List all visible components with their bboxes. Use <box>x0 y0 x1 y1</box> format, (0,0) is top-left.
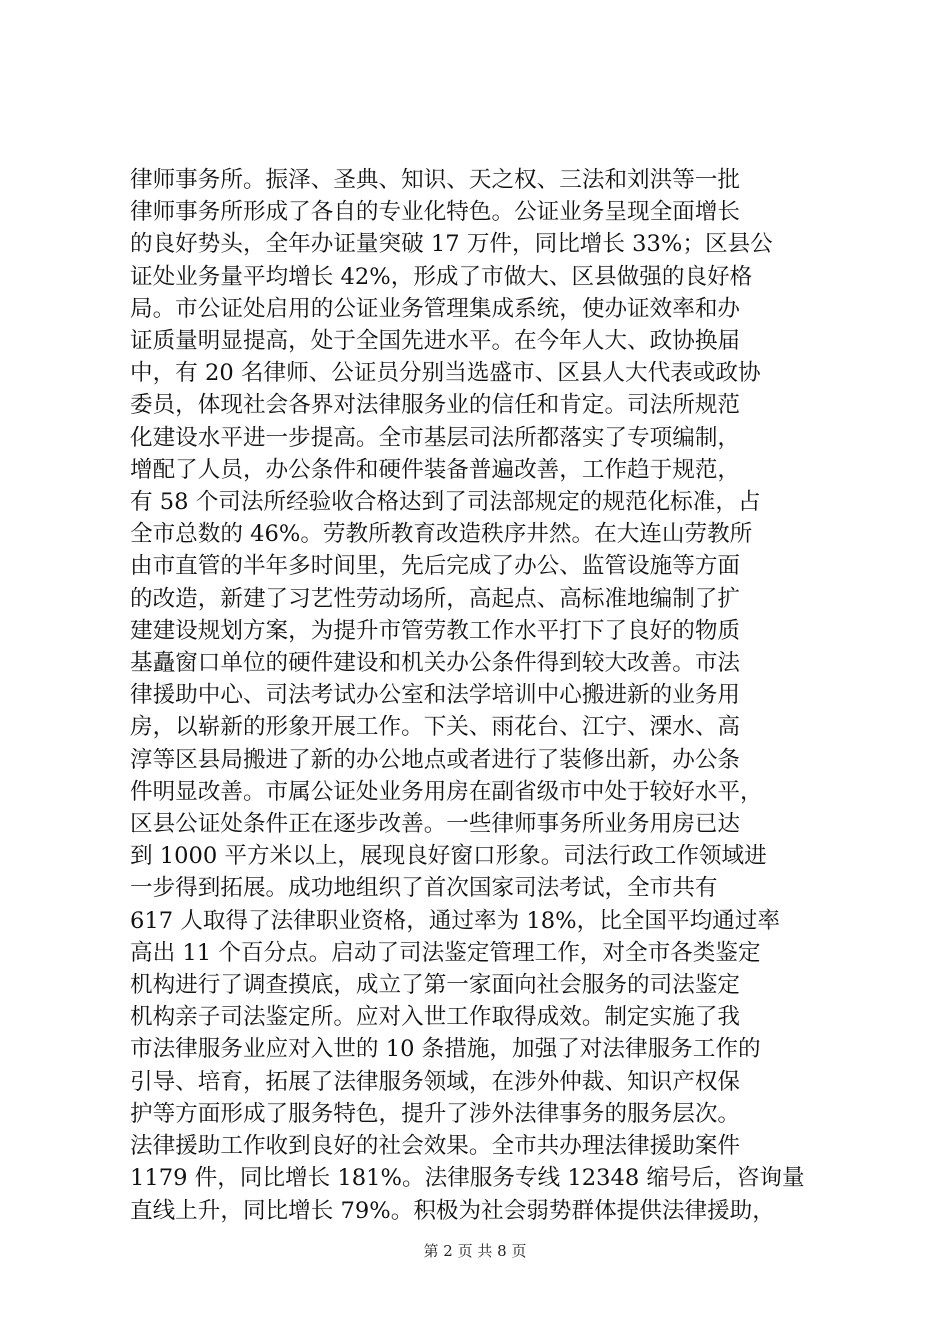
body-paragraph <box>130 164 840 1227</box>
text-line: 到 1000 平方米以上，展现良好窗口形象。司法行政工作领域进 <box>130 843 767 870</box>
text-line: 1179 件，同比增长 181%。法律服务专线 12348 缩号后，咨询量 <box>130 1165 805 1192</box>
page-number: 第 2 页 共 8 页 <box>423 1242 527 1260</box>
text-line: 引导、培育，拓展了法律服务领域，在涉外仲裁、知识产权保 <box>130 1068 741 1095</box>
text-line: 律师事务所。振泽、圣典、知识、天之权、三法和刘洪等一批 <box>130 167 741 193</box>
text-line: 的改造，新建了习艺性劳动场所，高起点、高标准地编制了扩 <box>130 585 741 612</box>
text-line: 证质量明显提高，处于全国先进水平。在今年人大、政协换届 <box>130 328 741 355</box>
text-line: 建建设规划方案，为提升市管劳教工作水平打下了良好的物质 <box>130 617 741 644</box>
text-line: 有 58 个司法所经验收合格达到了司法部规定的规范化标准，占 <box>130 489 761 516</box>
text-line: 617 人取得了法律职业资格，通过率为 18%，比全国平均通过率 <box>130 907 780 934</box>
text-line: 房，以崭新的形象开展工作。下关、雨花台、江宁、溧水、高 <box>130 714 741 741</box>
text-line: 律援助中心、司法考试办公室和法学培训中心搬进新的业务用 <box>130 682 741 709</box>
text-line: 增配了人员，办公条件和硬件装备普遍改善，工作趋于规范， <box>130 456 741 483</box>
text-line: 基矗窗口单位的硬件建设和机关办公条件得到较大改善。市法 <box>130 650 741 677</box>
text-line: 全市总数的 46%。劳教所教育改造秩序井然。在大连山劳教所 <box>130 521 753 548</box>
text-line: 化建设水平进一步提高。全市基层司法所都落实了专项编制， <box>130 424 741 451</box>
text-line: 中，有 20 名律师、公证员分别当选盛市、区县人大代表或政协 <box>130 360 761 387</box>
text-line: 律师事务所形成了各自的专业化特色。公证业务呈现全面增长 <box>130 199 741 226</box>
text-line: 机构亲子司法鉴定所。应对入世工作取得成效。制定实施了我 <box>130 1004 741 1031</box>
text-line: 高出 11 个百分点。启动了司法鉴定管理工作，对全市各类鉴定 <box>130 939 761 966</box>
text-line: 件明显改善。市属公证处业务用房在副省级市中处于较好水平， <box>130 778 763 805</box>
text-line: 一步得到拓展。成功地组织了首次国家司法考试，全市共有 <box>130 875 718 902</box>
text-line: 护等方面形成了服务特色，提升了涉外法律事务的服务层次。 <box>130 1100 741 1127</box>
text-line: 委员，体现社会各界对法律服务业的信任和肯定。司法所规范 <box>130 392 741 419</box>
text-line: 局。市公证处启用的公证业务管理集成系统，使办证效率和办 <box>130 295 741 322</box>
text-line: 的良好势头，全年办证量突破 17 万件，同比增长 33%；区县公 <box>130 231 773 258</box>
text-line: 直线上升，同比增长 79%。积极为社会弱势群体提供法律援助， <box>130 1197 775 1224</box>
text-line: 区县公证处条件正在逐步改善。一些律师事务所业务用房已达 <box>130 811 741 838</box>
text-line: 由市直管的半年多时间里，先后完成了办公、监管设施等方面 <box>130 553 741 580</box>
text-line: 市法律服务业应对入世的 10 条措施，加强了对法律服务工作的 <box>130 1036 761 1063</box>
text-line: 淳等区县局搬进了新的办公地点或者进行了装修出新，办公条 <box>130 746 741 773</box>
text-line: 证处业务量平均增长 42%，形成了市做大、区县做强的良好格 <box>130 263 753 290</box>
text-line: 法律援助工作收到良好的社会效果。全市共办理法律援助案件 <box>130 1133 741 1160</box>
text-line: 机构进行了调查摸底，成立了第一家面向社会服务的司法鉴定 <box>130 972 741 999</box>
